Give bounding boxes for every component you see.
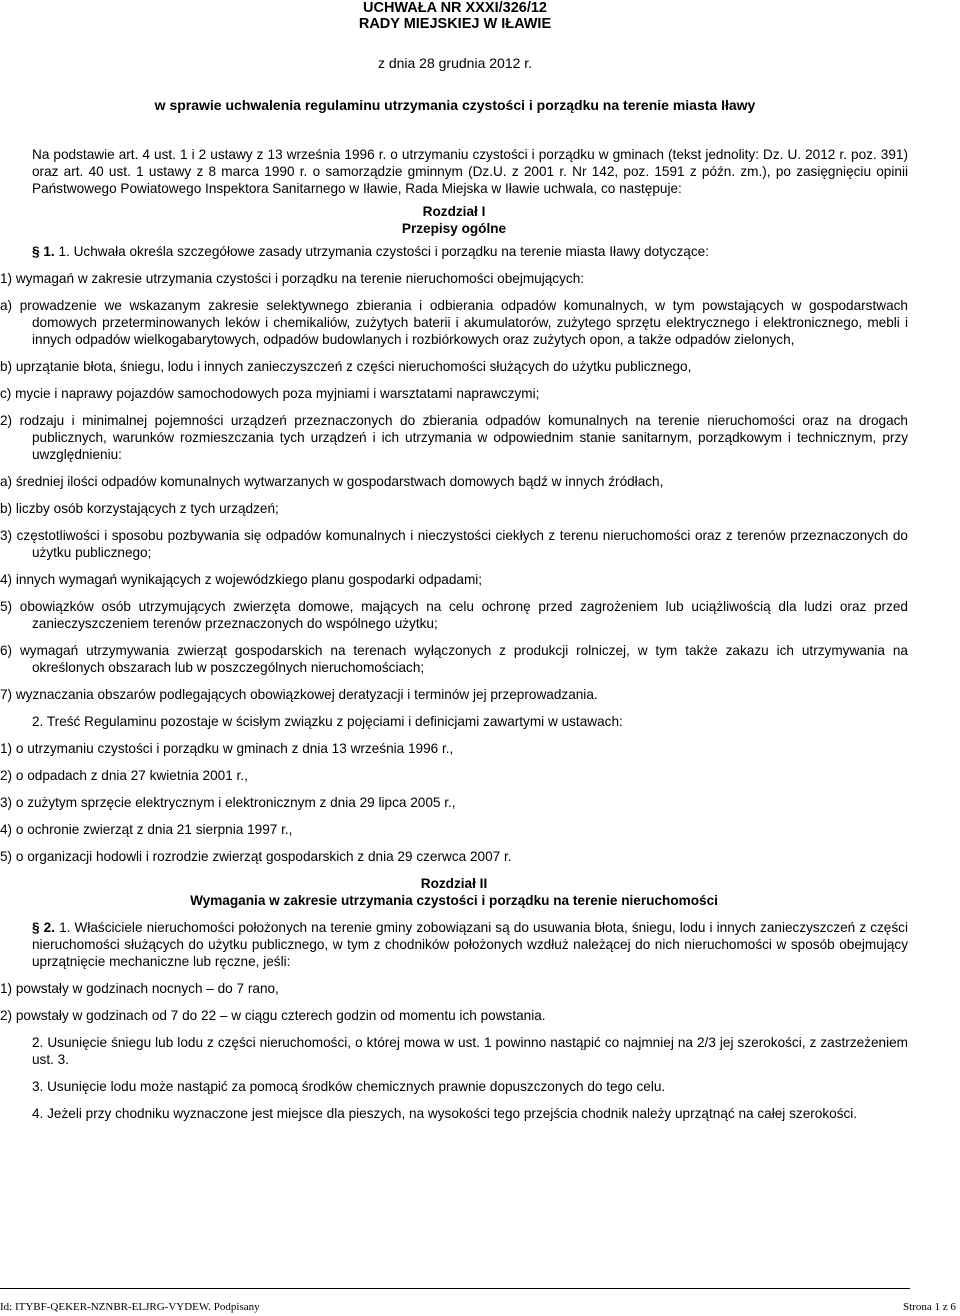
- preamble: Na podstawie art. 4 ust. 1 i 2 ustawy z 13 września 1996 r. o utrzymaniu czystości i porządku w gminach (tekst jednolity: Dz. U. 2012 r. poz. 391) oraz art. 40 ust. 1 ustawy z 8 marca 1990 r. o samorządzie gminnym (Dz.U. z 2001 r. Nr 142, poz. 1591 z późn. zm.), po zasięgnięciu opinii Państwowego Powiatowego Inspektora Sanitarnego w Iławie, Rada Miejska w Iławie uchwala, co następuje:: [32, 147, 908, 196]
- list-item: 1) powstały w godzinach nocnych – do 7 rano,: [0, 981, 279, 996]
- paragraph-2-intro: § 2. 1. Właściciele nieruchomości położonych na terenie gminy zobowiązani są do usuwania błota, śniegu, lodu i innych zanieczyszczeń z części nieruchomości służących do użytku publicznego, w tym z chodników położonych wzdłuż należącej do nich nieruchomości w sposób obejmujący uprzątnięcie mechaniczne lub ręczne, jeśli:: [32, 920, 908, 969]
- list-item: 4) innych wymagań wynikających z wojewódzkiego planu gospodarki odpadami;: [0, 572, 483, 587]
- list-item: 2) rodzaju i minimalnej pojemności urządzeń przeznaczonych do zbierania odpadów komunalnych na terenie nieruchomości oraz na drogach publicznych, warunków rozmieszczania tych urządzeń i ich utrzymania w odpowiednim stanie sanitarnym, porządkowym i technicznym, przy uwzględnieniu:: [0, 413, 908, 462]
- chapter-2-subtitle: Wymagania w zakresie utrzymania czystości i porządku na terenie nieruchomości: [190, 893, 718, 908]
- section-2-label: §: [32, 920, 44, 935]
- list-item: 6) wymagań utrzymywania zwierząt gospodarskich na terenach wyłączonych z produkcji rolniczej, w tym także zakazu ich utrzymywania na określonych obszarach lub w poszczególnych nieruchomościach;: [0, 643, 908, 675]
- list-item: c) mycie i naprawy pojazdów samochodowych poza myjniami i warsztatami naprawczymi;: [0, 386, 540, 401]
- list-item: 2) powstały w godzinach od 7 do 22 – w ciągu czterech godzin od momentu ich powstania.: [0, 1008, 546, 1023]
- document-body: [0, 146, 908, 1122]
- list-item: 5) obowiązków osób utrzymujących zwierzęta domowe, mających na celu ochronę przed zagrożeniem lub uciążliwością dla ludzi oraz przed zanieczyszczeniem terenów przeznaczonych do wspólnego użytku;: [0, 599, 908, 631]
- document-id: Id: ITYBF-QEKER-NZNBR-ELJRG-VYDEW. Podpisany: [0, 1301, 260, 1313]
- list-item: 1) o utrzymaniu czystości i porządku w gminach z dnia 13 września 1996 r.,: [0, 741, 454, 756]
- page-number: Strona 1 z 6: [903, 1301, 956, 1313]
- list-item: a) średniej ilości odpadów komunalnych wytwarzanych w gospodarstwach domowych bądź w innych źródłach,: [0, 474, 664, 489]
- list-item: 5) o organizacji hodowli i rozrodzie zwierząt gospodarskich z dnia 29 czerwca 2007 r.: [0, 849, 512, 864]
- council-name: RADY MIEJSKIEJ W IŁAWIE: [358, 16, 552, 32]
- paragraph-1-point-2: 2. Treść Regulaminu pozostaje w ścisłym związku z pojęciami i definicjami zawartymi w ustawach:: [32, 714, 623, 729]
- footer-divider: [0, 1288, 910, 1289]
- resolution-number: UCHWAŁA NR XXXI/326/12: [363, 0, 547, 16]
- paragraph-2-point-3: 3. Usunięcie lodu może nastąpić za pomocą środków chemicznych prawnie dopuszczonych do tego celu.: [32, 1079, 666, 1094]
- paragraph-2-point-4: 4. Jeżeli przy chodniku wyznaczone jest miejsce dla pieszych, na wysokości tego przejścia chodnik należy uprzątnąć na całej szerokości.: [32, 1106, 858, 1121]
- list-item: 3) o zużytym sprzęcie elektrycznym i elektronicznym z dnia 29 lipca 2005 r.,: [0, 795, 456, 810]
- resolution-date: z dnia 28 grudnia 2012 r.: [377, 55, 533, 71]
- list-item: 3) częstotliwości i sposobu pozbywania się odpadów komunalnych i nieczystości ciekłych z terenu nieruchomości oraz z terenów przeznaczonych do użytku publicznego;: [0, 528, 908, 560]
- chapter-2-title: Rozdział II: [420, 876, 488, 891]
- list-item: b) uprzątanie błota, śniegu, lodu i innych zanieczyszczeń z części nieruchomości służących do użytku publicznego,: [0, 359, 692, 374]
- section-1-label: §: [32, 244, 44, 259]
- paragraph-1-intro: § 1. 1. Uchwała określa szczegółowe zasady utrzymania czystości i porządku na terenie miasta Iławy dotyczące:: [32, 244, 710, 259]
- list-item: 7) wyznaczania obszarów podlegających obowiązkowej deratyzacji i terminów jej przeprowadzania.: [0, 687, 598, 702]
- chapter-1-title: Rozdział I: [422, 204, 486, 219]
- resolution-subject: w sprawie uchwalenia regulaminu utrzymania czystości i porządku na terenie miasta Iławy: [154, 97, 756, 113]
- list-item: 2) o odpadach z dnia 27 kwietnia 2001 r.,: [0, 768, 248, 783]
- list-item: 4) o ochronie zwierząt z dnia 21 sierpnia 1997 r.,: [0, 822, 293, 837]
- list-item: a) prowadzenie we wskazanym zakresie selektywnego zbierania i odbierania odpadów komunalnych, w tym powstających w gospodarstwach domowych przeterminowanych leków i chemikaliów, zużytych baterii i akumulatorów, zużytego sprzętu elektrycznego i elektronicznego, mebli i innych odpadów wielkogabarytowych, odpadów budowlanych i rozbiórkowych oraz zużytych opon, a także odpadów zielonych,: [0, 298, 908, 347]
- list-item: 1) wymagań w zakresie utrzymania czystości i porządku na terenie nieruchomości obejmujących:: [0, 271, 585, 286]
- list-item: b) liczby osób korzystających z tych urządzeń;: [0, 501, 279, 516]
- paragraph-2-point-2: 2. Usunięcie śniegu lub lodu z części nieruchomości, o której mowa w ust. 1 powinno nastąpić co najmniej na 2/3 jej szerokości, z zastrzeżeniem ust. 3.: [32, 1035, 908, 1067]
- chapter-1-subtitle: Przepisy ogólne: [401, 221, 507, 236]
